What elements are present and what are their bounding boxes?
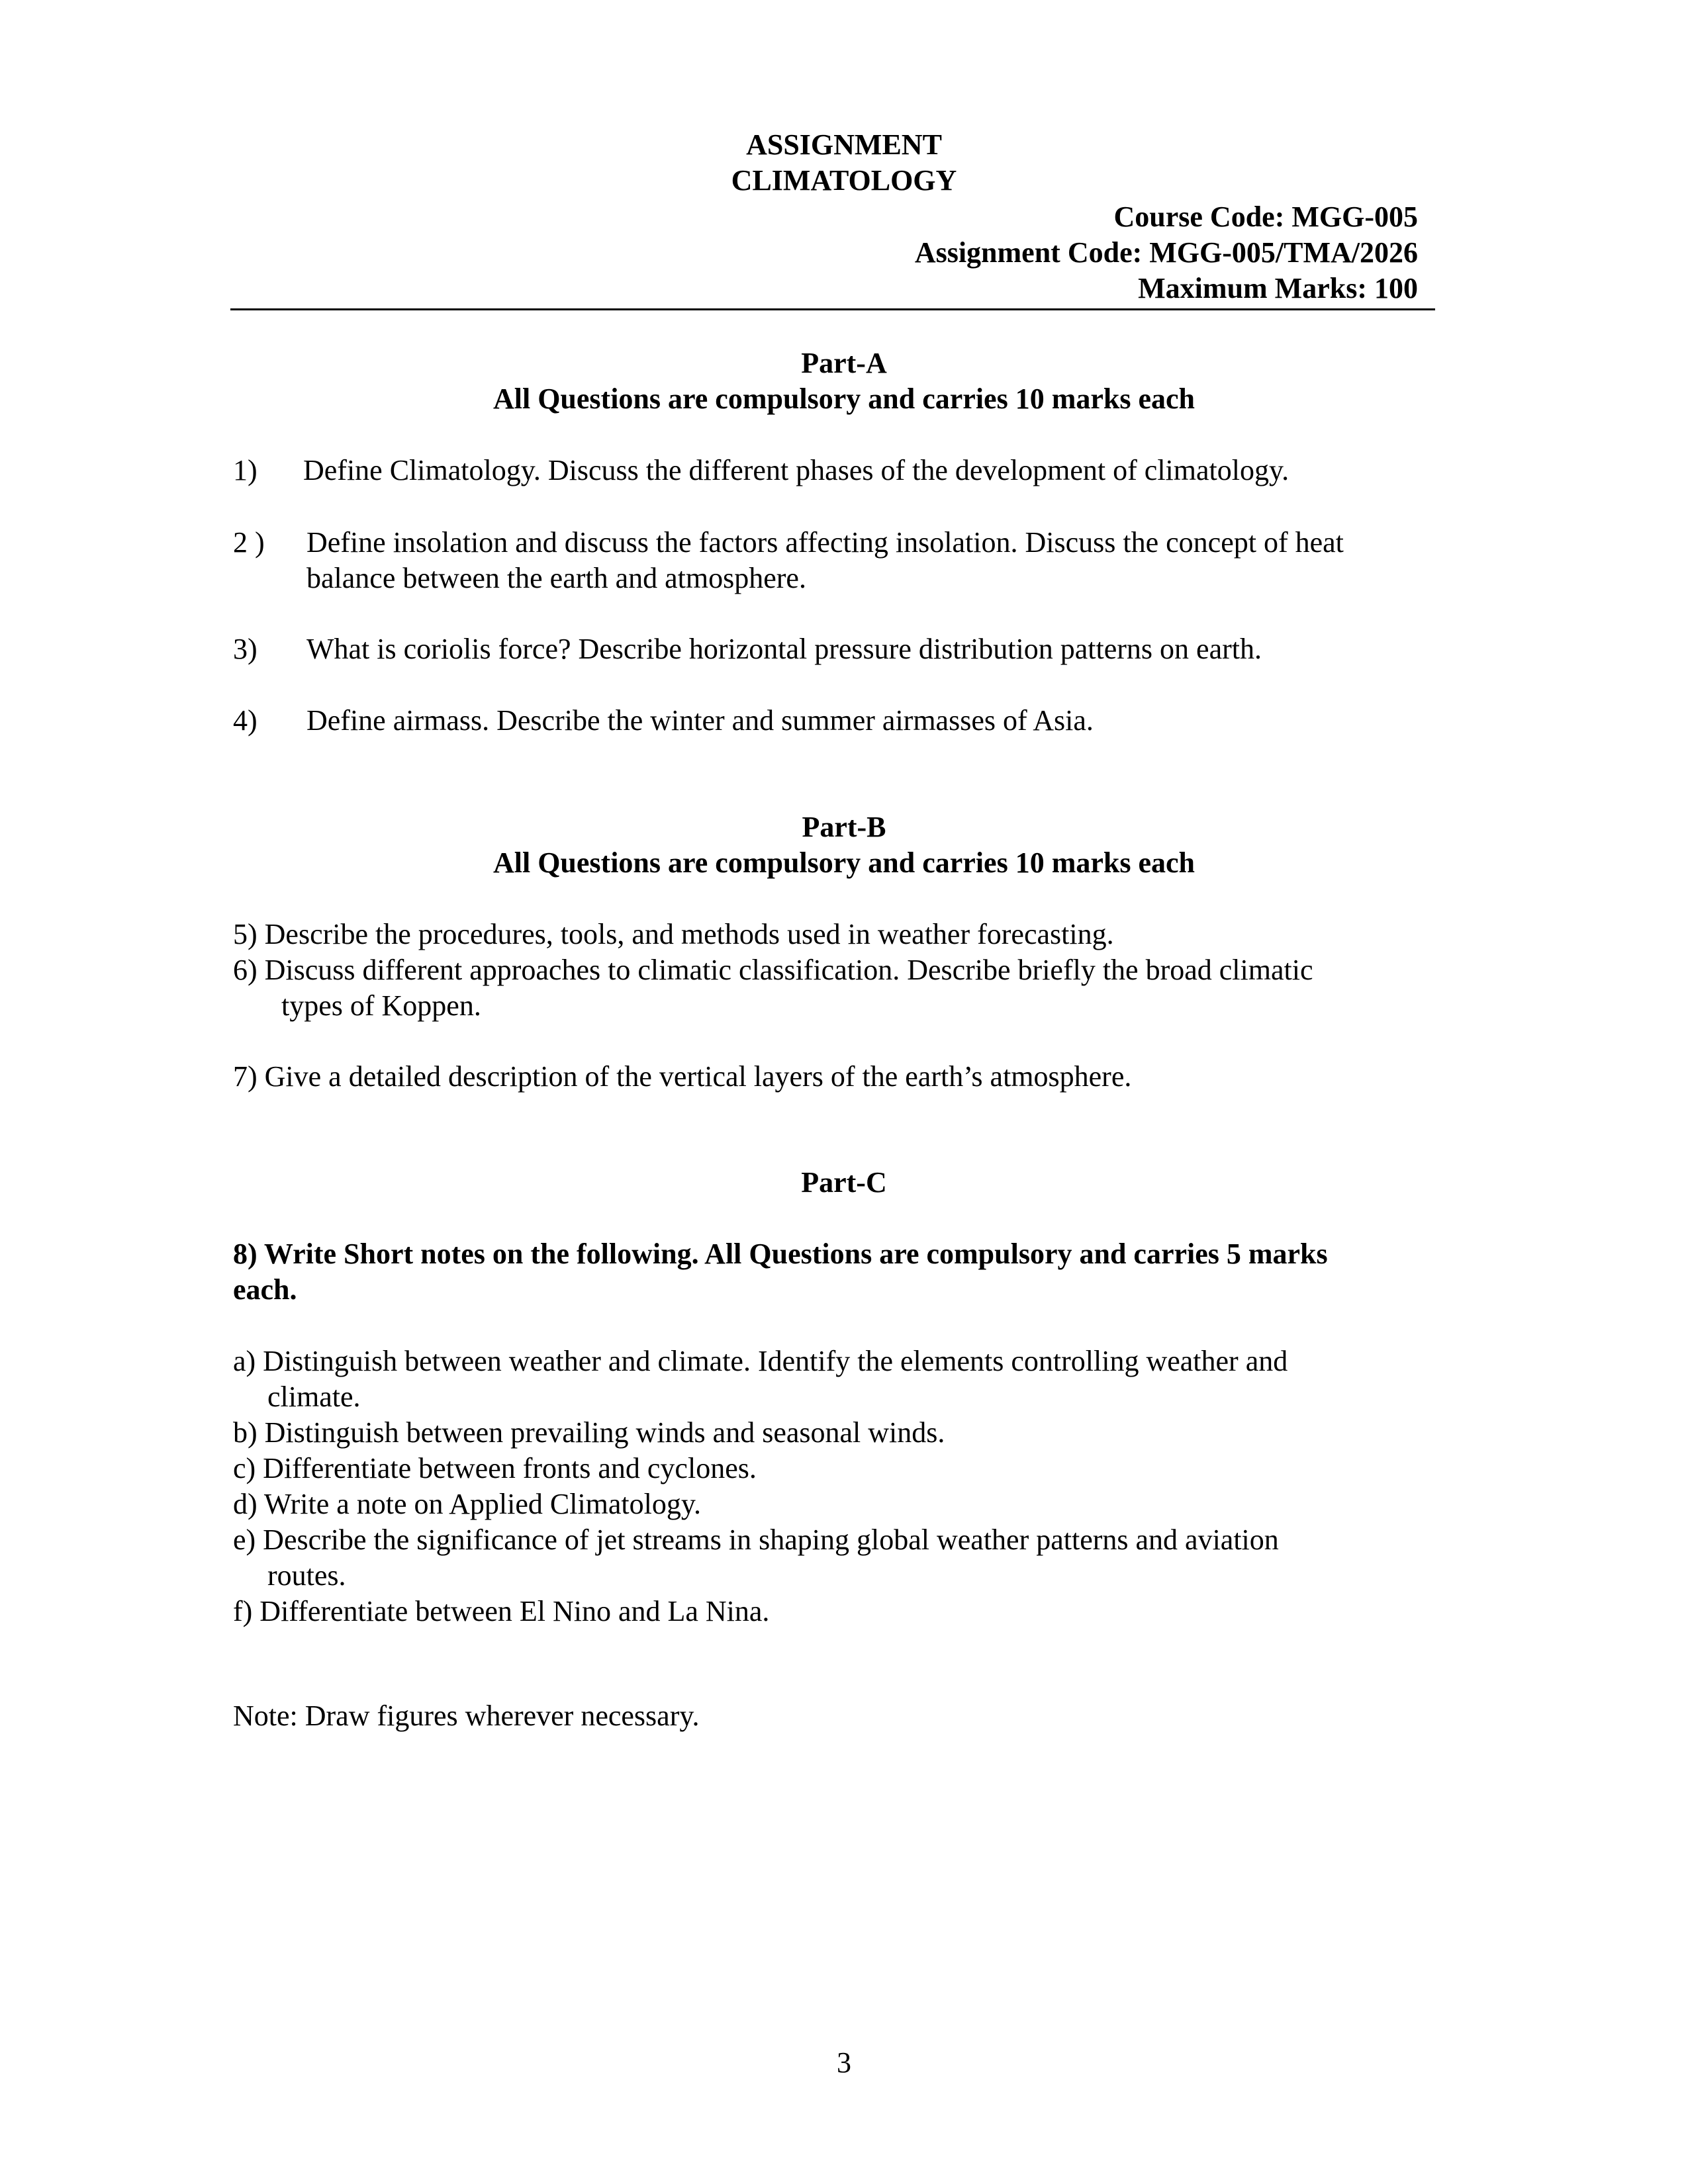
short-note-d: d) Write a note on Applied Climatology. — [233, 1488, 702, 1520]
short-note-c: c) Differentiate between fronts and cyclones. — [233, 1452, 757, 1484]
question-1-number: 1) — [233, 454, 258, 486]
question-1-text: Define Climatology. Discuss the different phases of the development of climatology. — [303, 454, 1289, 486]
question-2-text-line2: balance between the earth and atmosphere. — [306, 562, 806, 594]
assignment-title: ASSIGNMENT — [746, 128, 942, 161]
header-divider — [230, 308, 1435, 310]
page-number: 3 — [837, 2046, 851, 2079]
question-3-number: 3) — [233, 633, 258, 665]
part-a-instruction: All Questions are compulsory and carries 10 marks each — [492, 383, 1196, 415]
part-c-heading: Part-C — [801, 1166, 887, 1199]
question-4-text: Define airmass. Describe the winter and summer airmasses of Asia. — [306, 704, 1094, 737]
question-8-instruction-line2: each. — [233, 1273, 297, 1306]
question-2-text-line1: Define insolation and discuss the factors affecting insolation. Discuss the concept of heat — [306, 526, 1344, 559]
question-6-text-line2: types of Koppen. — [281, 989, 481, 1022]
part-b-instruction: All Questions are compulsory and carries 10 marks each — [492, 846, 1196, 879]
short-note-a-line1: a) Distinguish between weather and climate. Identify the elements controlling weather and — [233, 1345, 1288, 1377]
note-text: Note: Draw figures wherever necessary. — [233, 1700, 700, 1732]
maximum-marks: Maximum Marks: 100 — [1138, 272, 1418, 304]
question-3-text: What is coriolis force? Describe horizontal pressure distribution patterns on earth. — [306, 633, 1262, 665]
course-title: CLIMATOLOGY — [731, 164, 957, 197]
question-7-text: 7) Give a detailed description of the vertical layers of the earth’s atmosphere. — [233, 1060, 1132, 1093]
part-a-heading: Part-A — [801, 347, 887, 379]
question-6-text-line1: 6) Discuss different approaches to climatic classification. Describe briefly the broad climatic — [233, 954, 1313, 986]
short-note-e-line1: e) Describe the significance of jet streams in shaping global weather patterns and aviation — [233, 1524, 1279, 1556]
short-note-f: f) Differentiate between El Nino and La Nina. — [233, 1595, 770, 1627]
short-note-b: b) Distinguish between prevailing winds and seasonal winds. — [233, 1416, 945, 1449]
question-4-number: 4) — [233, 704, 258, 737]
question-8-instruction-line1: 8) Write Short notes on the following. All Questions are compulsory and carries 5 marks — [233, 1238, 1328, 1270]
part-b-heading: Part-B — [802, 811, 886, 843]
course-code: Course Code: MGG-005 — [1113, 201, 1418, 233]
question-5-text: 5) Describe the procedures, tools, and methods used in weather forecasting. — [233, 918, 1114, 950]
question-2-number: 2 ) — [233, 526, 265, 559]
assignment-code: Assignment Code: MGG-005/TMA/2026 — [914, 236, 1418, 269]
short-note-a-line2: climate. — [267, 1381, 361, 1413]
short-note-e-line2: routes. — [267, 1559, 346, 1592]
